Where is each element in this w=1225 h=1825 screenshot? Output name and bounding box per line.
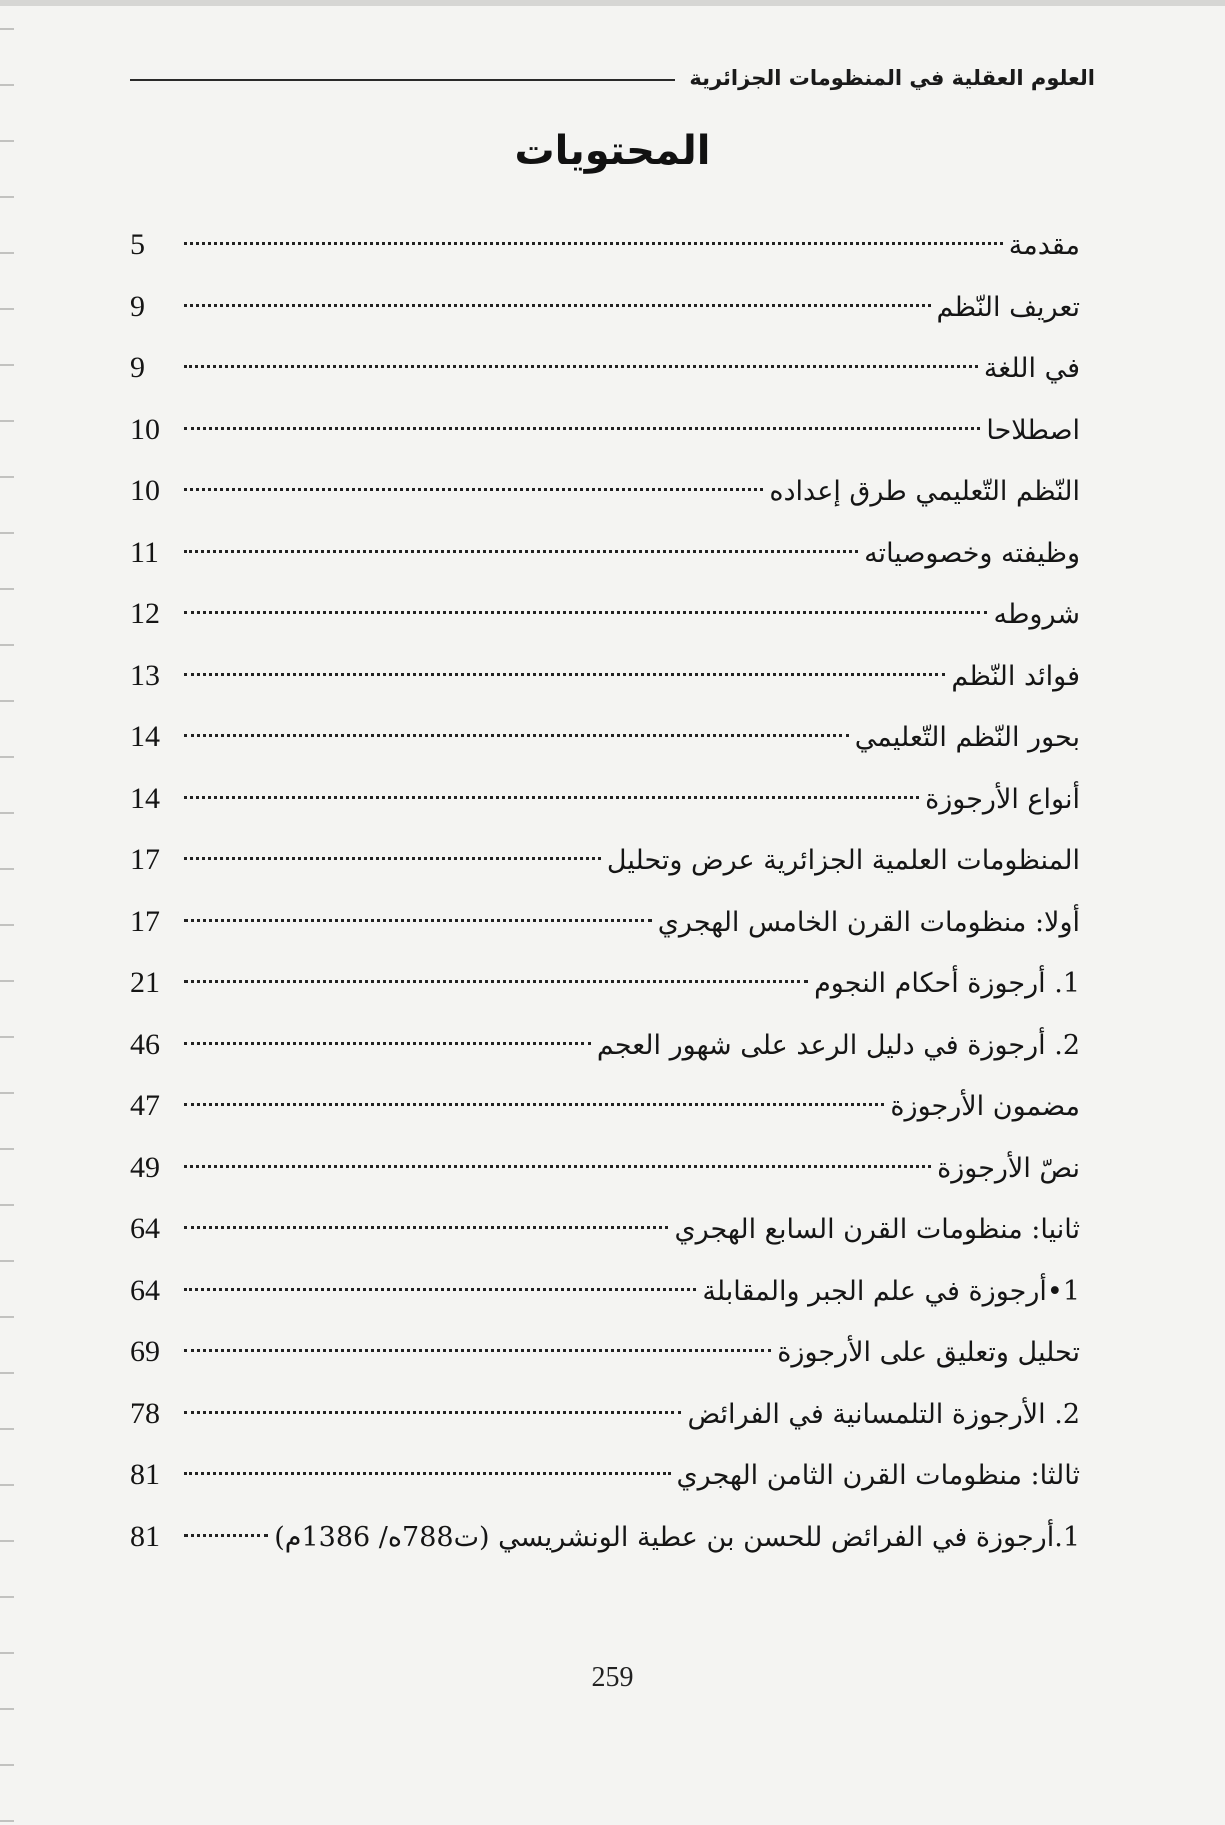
toc-dot-leader <box>184 611 987 614</box>
page-number: 259 <box>591 1662 634 1693</box>
running-header-title: العلوم العقلية في المنظومات الجزائرية <box>689 66 1095 90</box>
running-header <box>130 58 1095 98</box>
toc-dot-leader <box>184 550 858 553</box>
toc-entry-page: 81 <box>130 1519 160 1553</box>
toc-dot-leader <box>184 488 763 491</box>
toc-entry-page: 5 <box>130 228 145 261</box>
toc-entry-title: شروطه <box>993 599 1080 630</box>
toc-entry-title: أنواع الأرجوزة <box>925 783 1080 815</box>
toc-entry-page: 14 <box>130 781 160 815</box>
toc-entry <box>130 1014 1080 1076</box>
toc-dot-leader <box>184 304 931 307</box>
toc-entry-page: 46 <box>130 1027 160 1061</box>
toc-dot-leader <box>184 1288 696 1291</box>
toc-entry-title: مقدمة <box>1008 230 1080 261</box>
toc-entry-title: بحور النّظم التّعليمي <box>854 722 1080 753</box>
toc-entry-title: تحليل وتعليق على الأرجوزة <box>777 1337 1080 1368</box>
toc-entry-title: أولا: منظومات القرن الخامس الهجري <box>657 906 1080 938</box>
toc-dot-leader <box>184 1165 931 1168</box>
toc-entry <box>130 337 1080 399</box>
toc-entry <box>130 460 1080 522</box>
toc-entry <box>130 706 1080 768</box>
page-top-edge <box>0 0 1225 6</box>
toc-dot-leader <box>184 1472 671 1475</box>
toc-entry-title: النّظم التّعليمي طرق إعداده <box>769 476 1080 507</box>
toc-dot-leader <box>184 365 978 368</box>
toc-entry <box>130 1260 1080 1322</box>
toc-entry-title: ثالثا: منظومات القرن الثامن الهجري <box>676 1460 1080 1491</box>
toc-entry-page: 10 <box>130 412 160 446</box>
toc-entry-page: 13 <box>130 658 160 692</box>
toc-entry-page: 17 <box>130 904 160 938</box>
toc-entry <box>130 1506 1080 1568</box>
toc-entry <box>130 276 1080 338</box>
toc-entry <box>130 645 1080 707</box>
toc-entry-title: 1•أرجوزة في علم الجبر والمقابلة <box>702 1275 1080 1307</box>
toc-dot-leader <box>184 1411 681 1414</box>
toc-entry-page: 78 <box>130 1396 160 1430</box>
toc-dot-leader <box>184 980 808 983</box>
toc-dot-leader <box>184 734 849 737</box>
toc-entry-page: 69 <box>130 1335 160 1368</box>
header-rule <box>130 79 675 81</box>
toc-entry-title: اصطلاحا <box>986 414 1080 446</box>
toc-entry-title: وظيفته وخصوصياته <box>864 537 1080 569</box>
toc-entry-page: 14 <box>130 720 160 753</box>
toc-entry-page: 9 <box>130 351 145 384</box>
toc-entry <box>130 522 1080 584</box>
toc-entry-page: 64 <box>130 1212 160 1245</box>
toc-heading: المحتويات <box>514 128 711 174</box>
toc-entry <box>130 952 1080 1014</box>
toc-entry-page: 64 <box>130 1273 160 1307</box>
toc-entry <box>130 1075 1080 1137</box>
toc-entry-page: 9 <box>130 289 145 323</box>
toc-entry <box>130 891 1080 953</box>
page-edge-marks <box>0 0 14 1825</box>
toc-dot-leader <box>184 796 919 799</box>
toc-entry <box>130 829 1080 891</box>
toc-entry-page: 47 <box>130 1089 160 1122</box>
toc-entry-title: 2. أرجوزة في دليل الرعد على شهور العجم <box>596 1029 1080 1061</box>
toc-entry-page: 12 <box>130 597 160 630</box>
toc-entry <box>130 1321 1080 1383</box>
toc-entry <box>130 1137 1080 1199</box>
toc-dot-leader <box>184 242 1003 245</box>
toc-entry <box>130 1444 1080 1506</box>
toc-entry-title: فوائد النّظم <box>951 660 1080 692</box>
toc-dot-leader <box>184 1226 668 1229</box>
toc-entry <box>130 1198 1080 1260</box>
toc-entry <box>130 1383 1080 1445</box>
toc-entry <box>130 214 1080 276</box>
toc-entry-title: 2. الأرجوزة التلمسانية في الفرائض <box>687 1398 1080 1430</box>
toc-entry-title: تعريف النّظم <box>936 291 1080 323</box>
toc-entry-title: مضمون الأرجوزة <box>890 1091 1080 1122</box>
toc-entry-page: 10 <box>130 474 160 507</box>
toc-entry-title: المنظومات العلمية الجزائرية عرض وتحليل <box>606 845 1080 876</box>
toc-entry <box>130 399 1080 461</box>
toc-entry-page: 81 <box>130 1458 160 1491</box>
toc-dot-leader <box>184 1349 771 1352</box>
toc-entry-title: 1.أرجوزة في الفرائض للحسن بن عطية الونشريسي (ت788ه/ 1386م) <box>274 1521 1080 1553</box>
table-of-contents <box>130 214 1080 1567</box>
toc-entry-title: 1. أرجوزة أحكام النجوم <box>814 968 1080 999</box>
toc-dot-leader <box>184 1042 591 1045</box>
toc-entry-page: 49 <box>130 1150 160 1184</box>
toc-entry-page: 21 <box>130 966 160 999</box>
toc-entry-page: 11 <box>130 535 159 569</box>
toc-dot-leader <box>184 427 980 430</box>
toc-entry-page: 17 <box>130 843 160 876</box>
toc-entry-title: نصّ الأرجوزة <box>937 1152 1080 1184</box>
toc-dot-leader <box>184 919 652 922</box>
toc-dot-leader <box>184 1103 884 1106</box>
toc-dot-leader <box>184 1534 268 1537</box>
toc-entry-title: ثانيا: منظومات القرن السابع الهجري <box>674 1214 1080 1245</box>
toc-entry <box>130 768 1080 830</box>
toc-dot-leader <box>184 857 601 860</box>
toc-dot-leader <box>184 673 945 676</box>
toc-entry-title: في اللغة <box>983 353 1080 384</box>
toc-entry <box>130 583 1080 645</box>
